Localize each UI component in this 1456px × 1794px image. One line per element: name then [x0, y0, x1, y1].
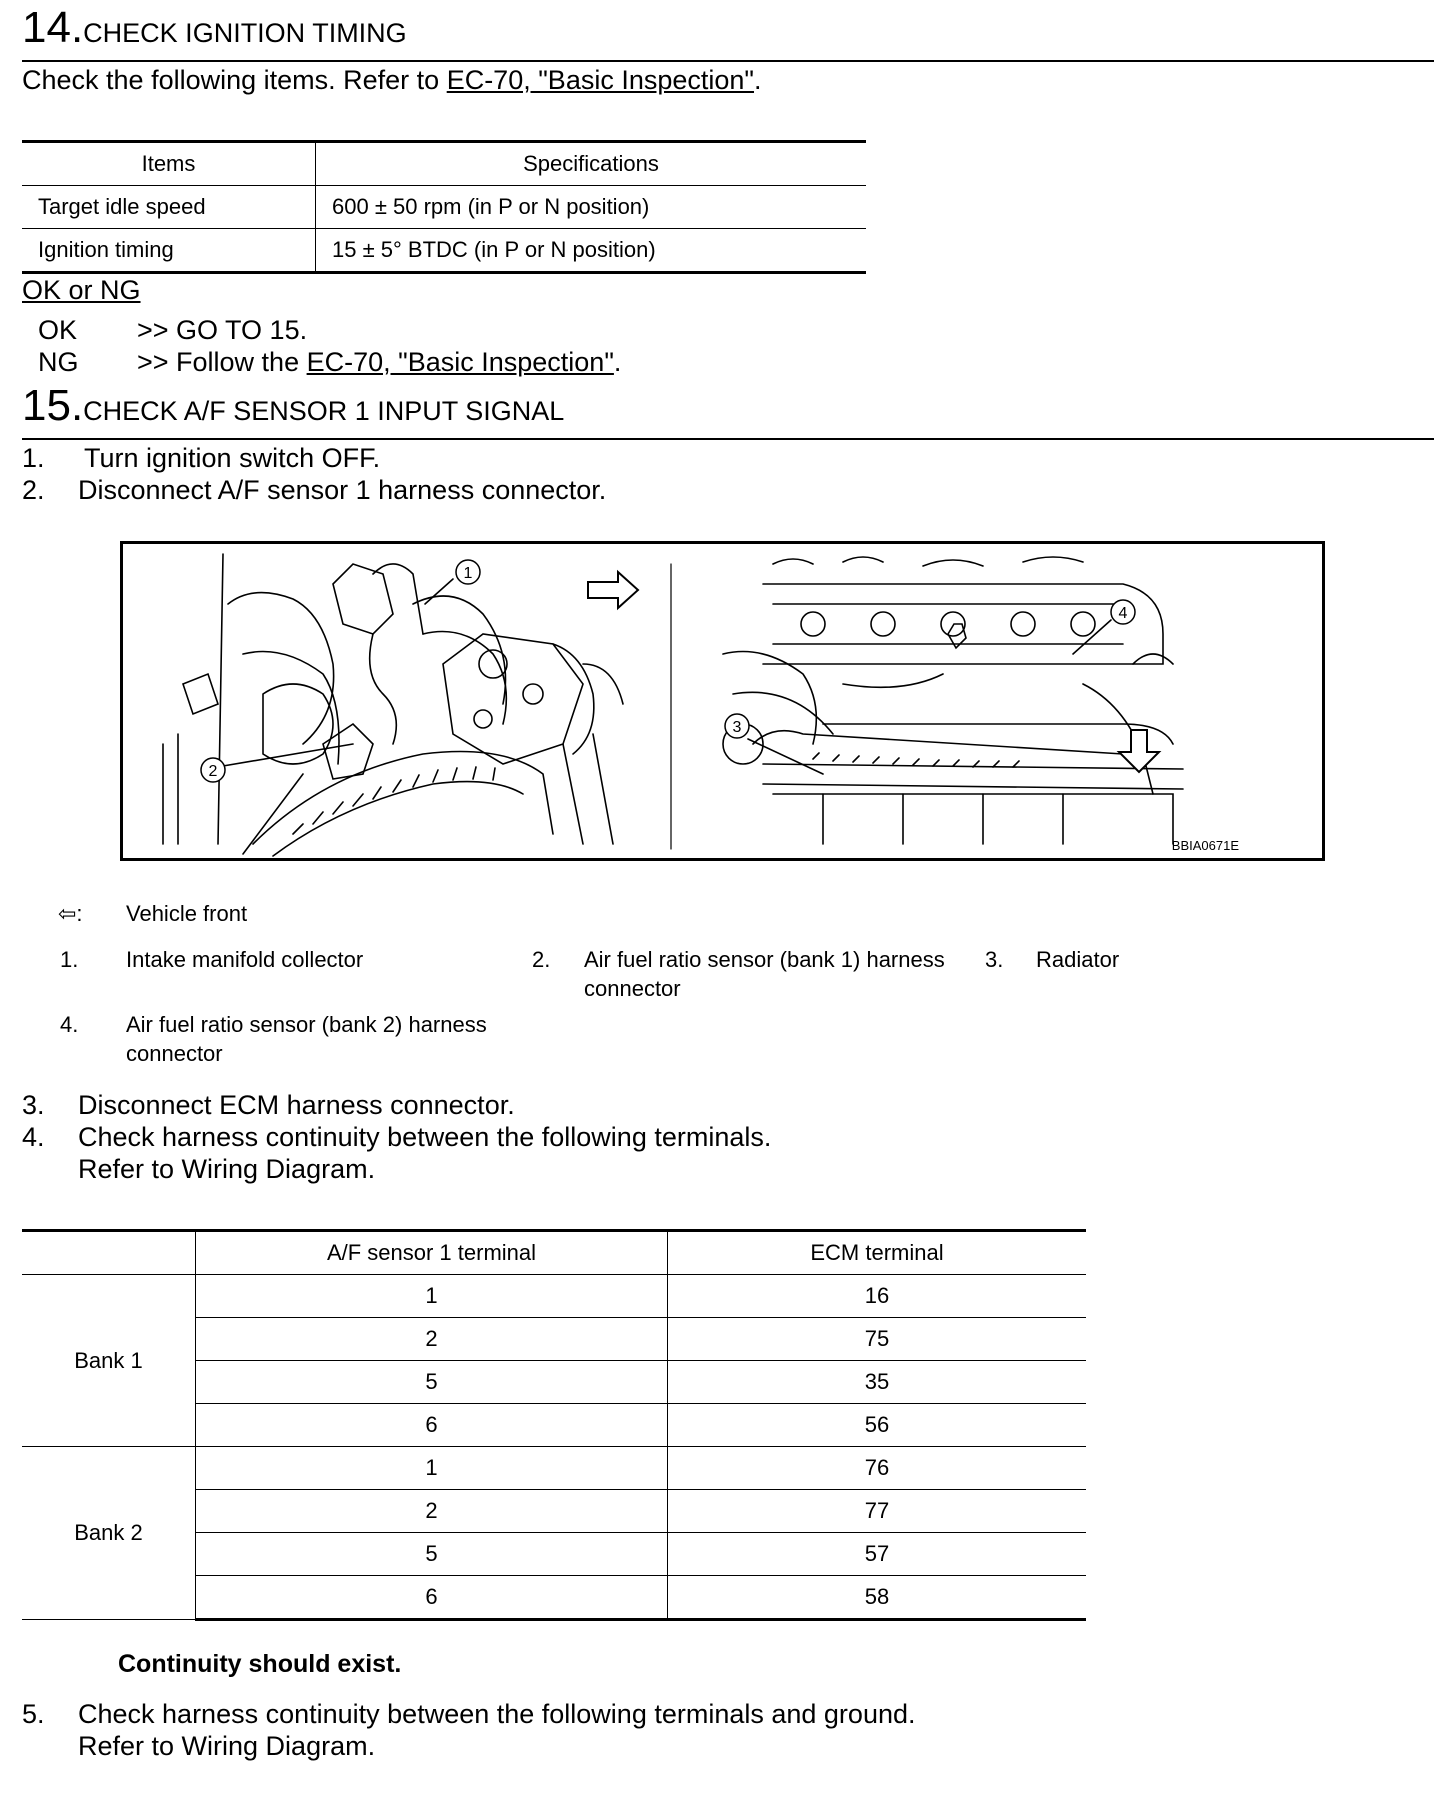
step-number: 15. — [22, 381, 84, 430]
ng-action: >> Follow the EC-70, "Basic Inspection". — [137, 347, 622, 377]
step-title: CHECK IGNITION TIMING — [83, 18, 407, 48]
legend-item-text: Air fuel ratio sensor (bank 2) harness connector — [126, 1012, 487, 1066]
legend-item-text: Air fuel ratio sensor (bank 1) harness connector — [584, 947, 945, 1001]
figure-code: BBIA0671E — [1171, 838, 1239, 853]
callout-4 — [1111, 600, 1135, 624]
arrow-down-icon — [1119, 730, 1159, 772]
svg-text:4: 4 — [1118, 605, 1128, 622]
table-row: 2 77 — [22, 1490, 1086, 1533]
list-item-sub: Refer to Wiring Diagram. — [78, 1154, 376, 1184]
legend-item-number: 2. — [532, 947, 551, 972]
bank-label: Bank 1 — [22, 1275, 196, 1447]
ok-label: OK — [38, 315, 78, 345]
step-14-heading — [22, 3, 407, 52]
list-item: 1. Turn ignition switch OFF. — [22, 443, 381, 473]
legend-item-text: Radiator — [1036, 947, 1120, 972]
step-title: CHECK A/F SENSOR 1 INPUT SIGNAL — [83, 396, 565, 426]
bank-label: Bank 2 — [22, 1447, 196, 1620]
arrow-left-icon: ⇦: — [58, 901, 83, 926]
basic-inspection-link[interactable]: EC-70, "Basic Inspection" — [446, 65, 754, 95]
terminal-table — [22, 1229, 1086, 1621]
table-header-row: A/F sensor 1 terminal ECM terminal — [22, 1231, 1086, 1275]
vehicle-front-label: Vehicle front — [126, 901, 248, 926]
vehicle-front-symbol — [58, 899, 83, 928]
table-row: Target idle speed 600 ± 50 rpm (in P or N position) — [22, 186, 866, 229]
table-row: Ignition timing 15 ± 5° BTDC (in P or N position) — [22, 229, 866, 273]
table-row: 2 75 — [22, 1318, 1086, 1361]
table-row: 5 35 — [22, 1361, 1086, 1404]
heading-rule — [22, 438, 1434, 440]
list-item: 5. Check harness continuity between the following terminals and ground. — [22, 1699, 916, 1729]
engine-drawing — [123, 544, 1322, 858]
engine-illustration — [120, 541, 1325, 861]
list-item: 3. Disconnect ECM harness connector. — [22, 1090, 515, 1120]
list-item-sub: Refer to Wiring Diagram. — [78, 1731, 376, 1761]
legend-item-text: Intake manifold collector — [126, 947, 364, 972]
spec-table — [22, 140, 866, 274]
svg-text:3: 3 — [732, 719, 742, 736]
legend-item-number: 1. — [60, 947, 79, 972]
table-row: Bank 1 1 16 — [22, 1275, 1086, 1318]
callout-2 — [201, 758, 225, 782]
table-header-row: Items Specifications — [22, 142, 866, 186]
step-14-intro: Check the following items. Refer to EC-70, "Basic Inspection". — [22, 65, 762, 95]
table-row: 6 56 — [22, 1404, 1086, 1447]
svg-text:1: 1 — [463, 565, 473, 582]
callout-3 — [725, 714, 749, 738]
table-row: 5 57 — [22, 1533, 1086, 1576]
table-row: Bank 2 1 76 — [22, 1447, 1086, 1490]
legend-item-number: 3. — [985, 947, 1004, 972]
step-number: 14. — [22, 3, 84, 52]
continuity-note: Continuity should exist. — [118, 1650, 402, 1678]
ok-ng-heading: OK or NG — [22, 275, 141, 305]
svg-text:2: 2 — [208, 763, 218, 780]
table-row: 6 58 — [22, 1576, 1086, 1620]
heading-rule — [22, 60, 1434, 62]
basic-inspection-link[interactable]: EC-70, "Basic Inspection" — [306, 347, 614, 377]
list-item: 4. Check harness continuity between the following terminals. — [22, 1122, 772, 1152]
list-item: 2. Disconnect A/F sensor 1 harness connector. — [22, 475, 607, 505]
ng-label: NG — [38, 347, 79, 377]
arrow-right-icon — [588, 572, 638, 608]
legend-item-number: 4. — [60, 1012, 79, 1037]
ok-action: >> GO TO 15. — [137, 315, 308, 345]
callout-1 — [456, 560, 480, 584]
step-15-heading — [22, 381, 565, 430]
